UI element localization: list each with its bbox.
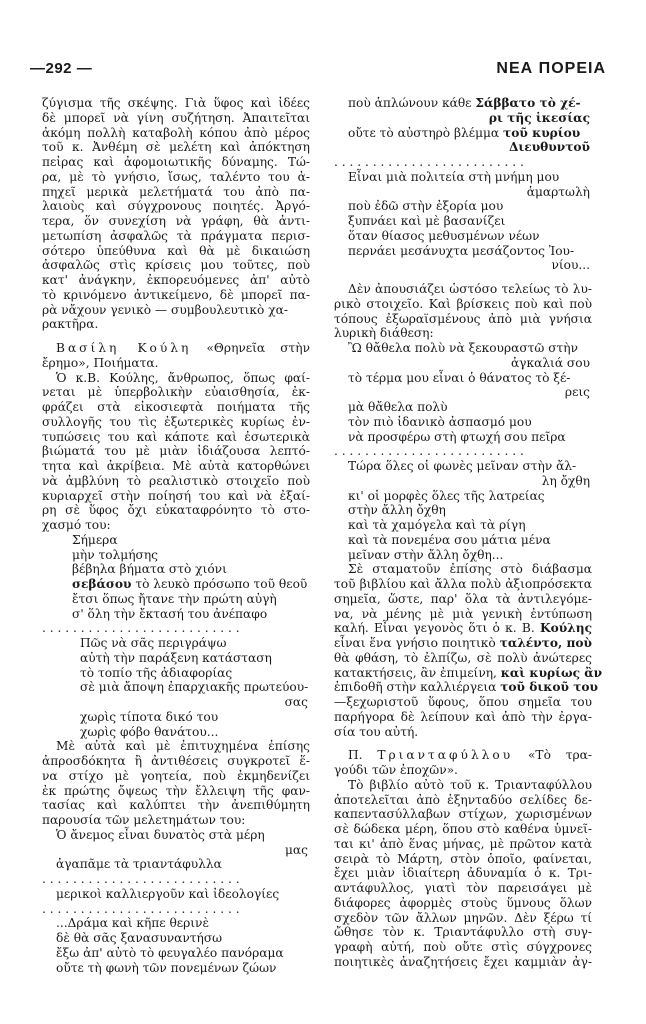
- text-line: ἀγαπᾶμε τὰ τριαντάφυλλα: [56, 857, 222, 872]
- text-line: τὸν πιὸ ἰδανικὸ ἀσπασμό μου: [348, 414, 532, 429]
- text-line: . . . . . . . . . . . . . . . . . . . . . . . . . .: [42, 872, 240, 886]
- text-line: τητα καὶ ἀκρίβεια. Μὲ αὐτὰ κατορθώνει: [42, 459, 310, 473]
- text-line: ρακτῆρα.: [42, 317, 99, 332]
- text-line: συλλογῆς του τὶς ἐξωτερικὲς κυρίως ἐν-: [42, 414, 310, 429]
- text-line: ποὺ ἁπλώνουν κάθε Σάββατο τὸ χέ-: [348, 96, 581, 110]
- left-column: [42, 96, 310, 975]
- text-line: τερα, ὅν συνεχίση νὰ γράφη, θὰ ἀντι-: [42, 214, 310, 228]
- text-line: ρη σὲ ὕφος ὄχι εὐκαταφρόνητο τὸ στο-: [42, 503, 310, 518]
- text-line: ρα, μὲ τὸ γνήσιο, ἴσως, ταλέντο του ἀ-: [42, 169, 310, 184]
- text-line: μερικοὶ καλλιεργοῦν καὶ ἰδεολογίες: [56, 886, 280, 901]
- text-line: αντάφυλλος, γιατὶ τὸν παρεισάγει μὲ: [334, 881, 592, 895]
- text-line: χασμό του:: [42, 518, 111, 532]
- text-line: ρικὸ στοιχεῖο. Καὶ βρίσκεις ποὺ καὶ ποὺ: [334, 296, 592, 311]
- text-line: μὴν τολμήσης: [72, 547, 158, 562]
- text-line: δὲ θὰ σᾶς ξανασυναντήσω: [56, 931, 223, 945]
- text-line: σας: [284, 695, 308, 709]
- text-line: γούδι τῶν ἐποχῶν».: [334, 763, 458, 777]
- text-line: ἔτσι ὅπως ἤτανε τὴν πρώτη αὐγὴ: [72, 591, 277, 606]
- text-line: τυπώσεις του καὶ κάποτε καὶ ἐσωτερικὰ: [42, 429, 310, 444]
- text-line: τὸ τέρμα μου εἶναι ὁ θάνατος τὸ ξέ-: [348, 370, 571, 385]
- text-line: αὐτὴ τὴν παράξενη κατάσταση: [80, 650, 272, 665]
- text-line: οὔτε τὴ φωνὴ τῶν πονεμένων ζώων: [56, 960, 277, 975]
- text-line: κυριαρχεῖ στὴν ποίησή του καὶ νὰ ἐξαί-: [42, 488, 310, 503]
- text-line: μεῖναν στὴν ἄλλη ὄχθη...: [348, 547, 504, 562]
- text-line: καὶ τὰ πονεμένα σου μάτια μένα: [348, 532, 551, 547]
- text-line: τόπους ἐξωραϊσμένους ἀπὸ μιὰ γνήσια: [334, 311, 592, 326]
- paragraph-gap: [334, 739, 592, 748]
- text-line: ἐκ πρώτης ὄψεως τὴν ἔλλειψη τῆς φαν-: [42, 783, 310, 798]
- text-line: ἀσφαλῶς στὶς κρίσεις μου τοῦτες, ποὺ: [42, 258, 310, 273]
- text-line: κατ' ἀνάγκην, ἐκπορευόμενες ἀπ' αὐτὸ: [42, 273, 310, 287]
- text-line: ἔρημο», Ποιήματα.: [42, 355, 159, 370]
- text-line: καλή. Εἶναι γεγονὸς ὅτι ὁ κ. Β. Κούλης: [334, 621, 592, 636]
- text-line: ἀκόμη πολλὴ καταβολὴ κόπου ἀπὸ μέρος: [42, 125, 310, 140]
- text-line: δὲ μπορεῖ νὰ γίνη συζήτηση. Ἀπαιτεῖται: [42, 110, 310, 125]
- text-line: ρὰ νἄχουν γενικὸ — συμβουλευτικὸ χα-: [42, 302, 288, 317]
- text-line: καπεντασύλλαβων στίχων, χωρισμένων: [334, 807, 592, 822]
- text-line: Διευθυντοῦ: [508, 140, 590, 155]
- text-line: εἶναι ἕνα γνήσιο ποιητικὸ ταλέντο, ποὺ: [334, 636, 592, 650]
- text-line: σχεδὸν τῶν ἄλλων μηνῶν. Δὲν ξέρω τί: [334, 910, 592, 925]
- text-line: Σήμερα: [72, 532, 118, 547]
- text-line: —ξεχωριστοῦ ὕφους, ὅπου σημεῖα του: [334, 695, 592, 709]
- text-line: . . . . . . . . . . . . . . . . . . . . . . . . . .: [42, 621, 240, 636]
- text-line: . . . . . . . . . . . . . . . . . . . . . . . . .: [334, 444, 524, 459]
- text-line: μὰ θἄθελα πολὺ: [348, 400, 448, 414]
- text-line: σότερο ὑπεύθυνα καὶ θὰ μὲ δικαιώση: [42, 243, 310, 258]
- text-line: τοῦ κ. Ἀνθέμη σὲ μελέτη καὶ ἀπόκτηση: [42, 140, 310, 155]
- text-line: κι' οἱ μορφὲς ὅλες τῆς λατρείας: [348, 488, 545, 503]
- text-line: φράζει στὰ εἰκοσιεφτὰ ποιήματα τῆς: [42, 400, 310, 414]
- journal-title: ΝΕΑ ΠΟΡΕΙΑ: [496, 60, 606, 77]
- text-line: παρήγορα δὲ λείπουν καὶ ἀπὸ τὴν ἐργα-: [334, 709, 592, 724]
- text-line: Εἶναι μιὰ πολιτεία στὴ μνήμη μου: [348, 169, 560, 184]
- text-line: διάφορες ἀφορμὲς στοὺς ὕμνους ὅλων: [334, 895, 592, 910]
- text-line: Σὲ σταματοῦν ἐπίσης στὸ διάβασμα: [348, 562, 592, 577]
- text-line: κατακτήσεις, ἂν ἐπιμείνη, καὶ κυρίως ἂν: [334, 665, 603, 680]
- paragraph-gap: [334, 273, 592, 282]
- text-line: ποιητικὲς ἀναζητήσεις ἔχει καμμιὰν ἀγ-: [334, 954, 592, 969]
- text-line: χωρὶς φόβο θανάτου...: [80, 724, 219, 739]
- text-line: Ὁ ἄνεμος εἶναι δυνατὸς στὰ μέρη: [56, 827, 265, 842]
- text-line: Μὲ αὐτὰ καὶ μὲ ἐπιτυχημένα ἐπίσης: [56, 739, 310, 754]
- text-line: ἀπροσδόκητα ἢ ἀντιθέσεις συγκροτεῖ ἕ-: [42, 754, 310, 768]
- text-line: ζύγισμα τῆς σκέψης. Γιὰ ὕφος καὶ ἰδέες: [42, 96, 310, 110]
- text-line: λη ὄχθη: [541, 473, 590, 488]
- text-line: θὰ φθάση, τὸ ἐλπίζω, σὲ πολὺ ἀνώτερες: [334, 650, 592, 665]
- text-line: τὸ τοπίο τῆς ἀδιαφορίας: [80, 665, 233, 680]
- text-line: ξυπνάει καὶ μὲ βασανίζει: [348, 214, 506, 228]
- text-line: σειρὰ τὸ Μάρτη, στὸν ὁποῖο, φαίνεται,: [334, 851, 592, 866]
- text-line: νὰ προσφέρω στὴ φτωχή σου πεῖρα: [348, 429, 566, 444]
- page-number: —292 —: [30, 60, 93, 77]
- text-line: σ' ὅλη τὴν ἔκτασή του ἀνέπαφο: [72, 606, 268, 621]
- text-line: . . . . . . . . . . . . . . . . . . . . . . . . .: [334, 155, 524, 169]
- text-line: ἁμαρτωλὴ: [526, 184, 590, 199]
- text-line: ἀποτελεῖται ἀπὸ ἑξηνταδύο σελίδες δε-: [334, 792, 592, 807]
- text-line: ...Δράμα καὶ κῆπε θερινὲ: [56, 916, 210, 931]
- text-line: ἔχει μιὰν ἰδιαίτερη ἀδυναμία ὁ κ. Τρι-: [334, 866, 592, 881]
- text-line: ἔξω ἀπ' αὐτὸ τὸ φευγαλέο πανόραμα: [56, 945, 284, 960]
- text-line: καὶ τὰ χαμόγελα καὶ τὰ ρίγη: [348, 518, 526, 532]
- text-line: λαιοὺς καὶ σύγχρονους ποιητές. Ἀργό-: [42, 199, 310, 214]
- text-line: νίου...: [551, 258, 590, 273]
- text-line: Πῶς νὰ σᾶς περιγράψω: [80, 636, 227, 650]
- text-line: οὔτε τὸ αὐστηρὸ βλέμμα τοῦ κυρίου: [348, 125, 581, 140]
- text-line: περνάει μεσάνυχτα μεσάζοντος Ἰου-: [348, 243, 575, 258]
- right-column: [334, 96, 603, 970]
- text-line: ὤθησε τὸν κ. Τριαντάφυλλο στὴ συγ-: [334, 925, 592, 940]
- text-line: χωρὶς τίποτα δικό του: [80, 709, 219, 724]
- text-line: Π. Τριανταφύλλου «Τὸ τρα-: [348, 748, 592, 763]
- text-line: ἀγκαλιά σου: [510, 355, 590, 370]
- text-line: νὰ ἀμβλύνη τὸ ρεαλιστικὸ στοιχεῖο ποὺ: [42, 473, 310, 488]
- text-line: Δὲν ἀπουσιάζει ὡστόσο τελείως τὸ λυ-: [348, 282, 592, 296]
- text-line: τὸ κρινόμενο ἀντικείμενο, δὲ μπορεῖ πα-: [42, 287, 310, 302]
- text-line: μας: [285, 842, 308, 857]
- paragraph-gap: [42, 332, 310, 341]
- text-line: πηχεῖ μερικὰ μελετήματά του ἀπὸ πα-: [42, 184, 310, 199]
- text-line: ρι τῆς ἱκεσίας: [488, 110, 590, 125]
- text-line: Ὢ θἄθελα πολὺ νὰ ξεκουραστῶ στὴν: [348, 341, 579, 355]
- text-line: Βασίλη Κούλη «Θρηνεῖα στὴν: [56, 341, 311, 355]
- text-line: λυρικὴ διάθεση:: [334, 326, 434, 341]
- text-line: . . . . . . . . . . . . . . . . . . . . . . . . . .: [42, 901, 240, 916]
- text-line: Ὁ κ.Β. Κούλης, ἄνθρωπος, ὅπως φαί-: [56, 370, 310, 385]
- text-line: γραφὴ αὐτή, ποὺ οὔτε στὶς σύγχρονες: [334, 940, 592, 954]
- text-line: τασίας καὶ καλύπτει τὴν ἀνεπιθύμητη: [42, 798, 310, 813]
- text-line: ἐπιδοθῆ στὴν καλλιέργεια τοῦ δικοῦ του: [334, 680, 599, 695]
- text-line: νεται μὲ ὑπερβολικὴν εὐαισθησία, ἐκ-: [42, 385, 310, 400]
- text-line: να στίχο μὲ γοητεία, ποὺ ἐκμηδενίζει: [42, 768, 310, 783]
- text-line: σεβάσου τὸ λευκὸ πρόσωπο τοῦ θεοῦ: [72, 577, 308, 591]
- text-line: να, νὰ μένης μὲ μιὰ γενικὴ ἐντύπωση: [334, 606, 592, 621]
- text-line: ὅταν θίασος μεθυσμένων νέων: [348, 228, 540, 243]
- text-line: σία του αὐτή.: [334, 724, 419, 739]
- text-line: ρεις: [564, 385, 590, 400]
- text-line: πεἰρας καὶ ἀφομοιωτικῆς δύναμης. Τώ-: [42, 155, 310, 169]
- text-line: βέβηλα βήματα στὸ χιόνι: [72, 562, 227, 577]
- text-line: σὲ μιὰ ἄποψη ἐπαρχιακῆς πρωτεύου-: [80, 680, 309, 695]
- text-line: τοῦ βιβλίου καὶ ἄλλα πολὺ ἀξιοπρόσεκτα: [334, 577, 592, 591]
- text-line: στὴν ἄλλη ὄχθη: [348, 503, 446, 518]
- text-line: σημεῖα, ὥστε, παρ' ὅλα τὰ ἀντιλεγόμε-: [334, 591, 592, 606]
- text-line: Τὸ βιβλίο αὐτὸ τοῦ κ. Τριανταφύλλου: [348, 777, 592, 792]
- text-line: ποὺ ἐδῶ στὴν ἐξορία μου: [348, 199, 504, 214]
- text-line: Τώρα ὅλες οἱ φωνὲς μεῖναν στὴν ἄλ-: [348, 459, 577, 473]
- text-line: βιώματά του μὲ μιὰν ἰδιάζουσα λεπτό-: [42, 444, 310, 459]
- text-line: σὲ δώδεκα μέρη, ὅπου στὸ καθένα ὑμνεῖ-: [334, 822, 592, 836]
- text-line: ται κι' ἀπὸ ἕνας μήνας, μὲ πρῶτον κατὰ: [334, 836, 592, 851]
- text-line: παρουσία τῶν μελετημάτων του:: [42, 813, 246, 827]
- text-line: μετωπίση ἀσφαλῶς τὰ πράγματα περισ-: [42, 228, 310, 243]
